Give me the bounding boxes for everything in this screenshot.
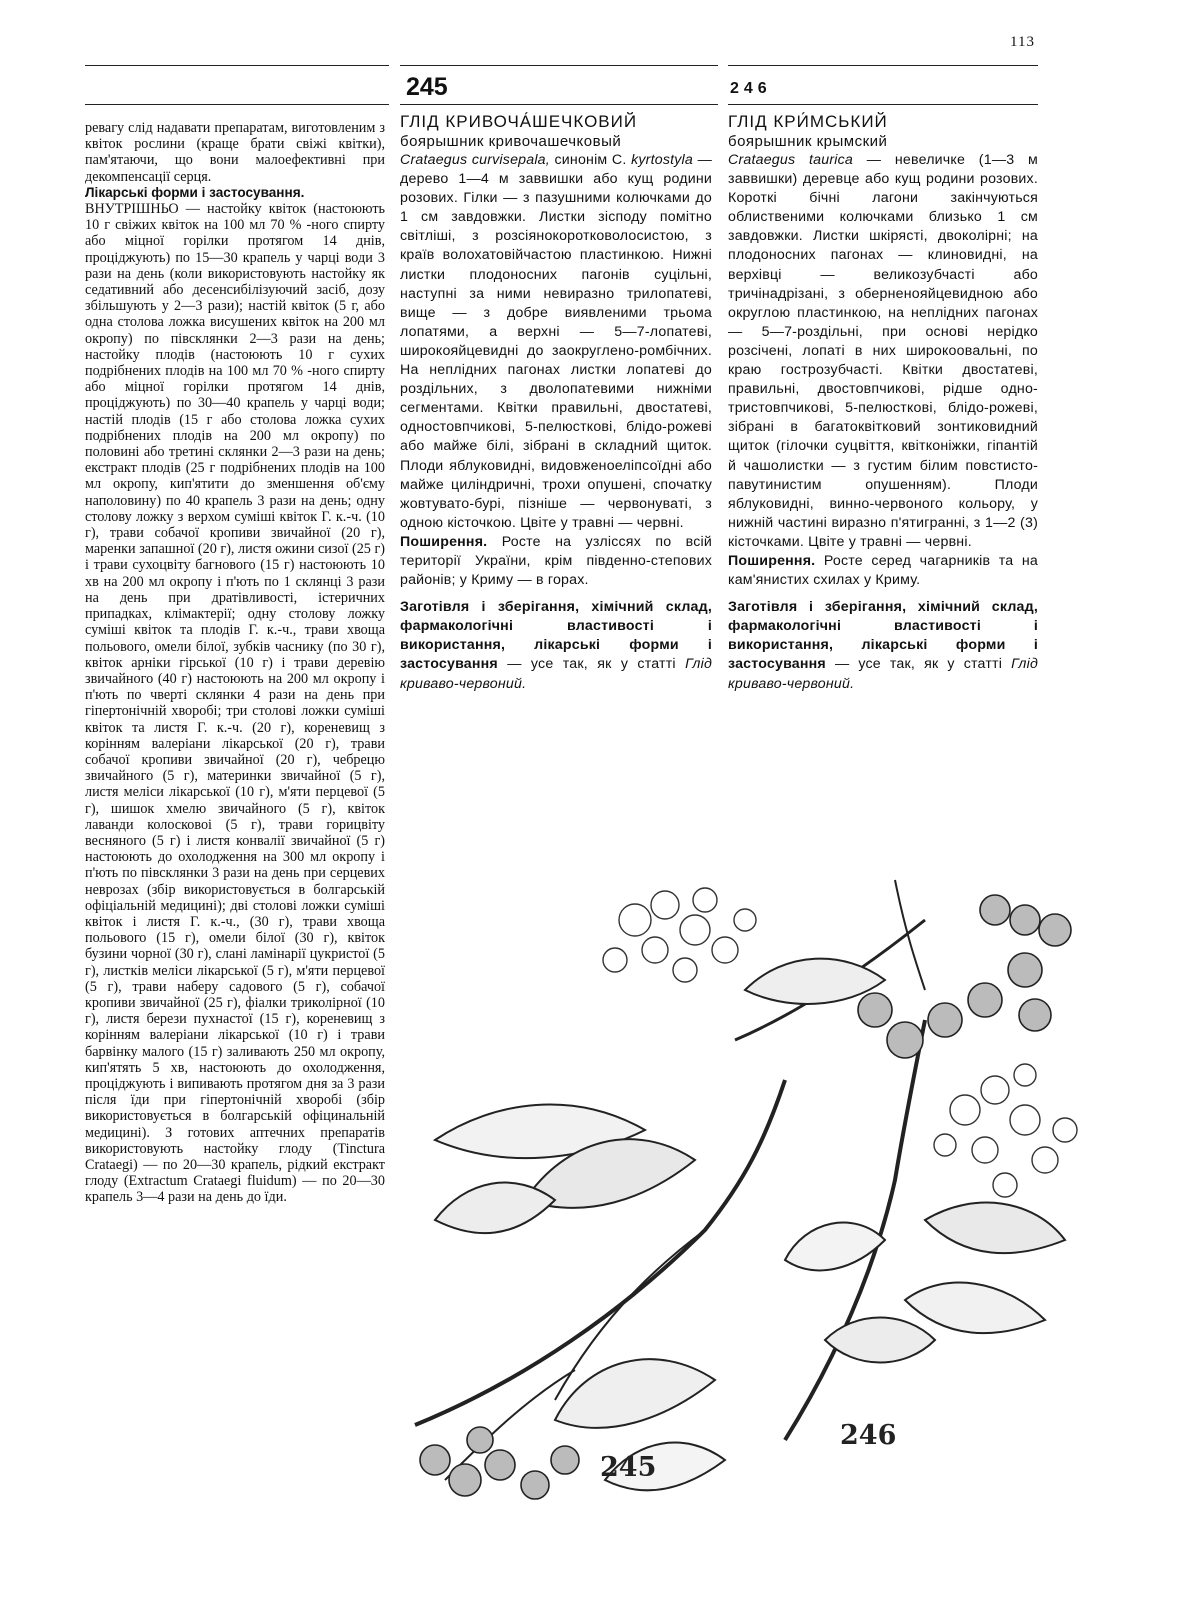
entry-245-synonym-prefix: синонім С. [554, 152, 627, 168]
leaf-246-b [925, 1203, 1065, 1254]
entry-246-harvest-label: Заготівля і зберігання, хімічний склад, фармакологічні властивості і використання, лікарські форми і застосування [728, 599, 1038, 673]
illustration-label-246: 246 [840, 1420, 897, 1451]
header-rule-left [85, 65, 389, 66]
header-rule-right [728, 65, 1038, 66]
illustration-label-245: 245 [600, 1452, 657, 1483]
leaf-246-d [825, 1318, 935, 1363]
flower-cluster-245 [603, 888, 756, 982]
entry-246-distribution: Росте серед чагарників та на кам'янистих схилах у Криму. [728, 552, 1038, 589]
berries-246 [858, 895, 1071, 1058]
entry-245-description: — дерево 1—4 м заввишки або кущ родини розових. Гілки — з пазушними колючками до 1 см завдовжки. Листки зісподу помітно світліші, з розсіянокоротковолосистою, з країв волохатовійчастою пластинкою. Нижні листки плодоносних пагонів суцільні, наступні за ними невиразно трилопатеві, вище — з добре виявленими трьома лопатями, а верхні — 5—7-лопатеві, широкояйцевидні до заокруглено-ромбічних. На неплідних пагонах листки лопатеві до роздільних, з дволопатевими нижніми сегментами. Квітки правильні, двостатеві, одностовпчикові, 5-пелюсткові, блідо-рожеві або майже білі, зібрані в складний щиток. Плоди яблуковидні, видовженоеліпсоїдні або майже циліндричні, трохи опушені, спочатку жовтувато-бурі, пізніше — червонуваті, з одною кісточкою. Цвіте у травні — червні. [400, 152, 712, 531]
entry-246-title: ГЛІД КРИ́МСЬКИЙ [728, 112, 888, 131]
entry-246-harvest-ref: Глід криваво-червоний. [728, 656, 1038, 692]
entry-245-synonym-latin: kyrtostyla [631, 152, 693, 168]
entry-245-title: ГЛІД КРИВОЧА́ШЕЧКОВИЙ [400, 112, 638, 131]
leaf-245-e [435, 1183, 555, 1234]
entry-245-harvest-label: Заготівля і зберігання, хімічний склад, фармакологічні властивості і використання, лікарські форми і застосування [400, 599, 712, 673]
entry-245 [400, 112, 712, 694]
entry-number-245: 245 [406, 73, 448, 101]
entry-245-harvest-ref: Глід криваво-червоний. [400, 656, 712, 692]
left-intro: ревагу слід надавати препаратам, виготовленим з квіток рослини (краще брати свіжі квітки), пам'ятаючи, що вони малоефективні при декомпенсації серця. [85, 120, 385, 185]
entry-246-russian-name: боярышник крымский [728, 133, 888, 150]
twig-246-berries [895, 880, 925, 990]
entry-246-description: — невеличке (1—3 м заввишки) деревце або кущ родини розових. Короткі бічні лагони закінчуються облиственими колючками близько 1 см завдовжки. Листки шкірясті, двоколірні; на плодоносних пагонах — клиновидні, на верхівці — великозубчасті або тричінадрізані, з оберненояйцевидною або округлою пластинкою, на неплідних пагонах — 5—7-роздільні, при основі нерідко розсічені, лопаті в них широкоовальні, по краю гострозубчасті. Квітки двостатеві, правильні, двостовпчикові, рідше одно-тристовпчикові, 5-пелюсткові, блідо-рожеві, зібрані в багатоквітковий зонтиковидний щиток (гілочки суцвіття, квітконіжки, гіпантій й чашолистки — з густим білим повстисто-павутинистим опушенням). Плоди яблуковидні, винно-червоного кольору, у нижній частині виразно п'ятигранні, з 1—2 (3) кісточками. Цвіте у травні — червні. [728, 152, 1038, 550]
forms-heading: Лікарські форми і застосування. [85, 184, 305, 200]
entry-245-russian-name: боярышник кривочашечковый [400, 133, 622, 150]
entry-246-latin: Crataegus taurica [728, 152, 853, 168]
entry-number-246: 246 [730, 80, 772, 97]
entry-246 [728, 112, 1038, 694]
entry-245-distribution: Росте на узліссях по всій території України, крім південно-степових районів; у Криму — в горах. [400, 533, 712, 589]
entry-245-distribution-label: Поширення. [400, 533, 488, 550]
entry-245-latin: Crataegus curvisepala, [400, 152, 550, 168]
entry-245-harvest-text: — усе так, як у статті [507, 656, 676, 673]
left-column [85, 120, 385, 1206]
flower-cluster-246 [934, 1064, 1077, 1197]
page-number: 113 [1010, 34, 1035, 50]
entry-246-harvest-text: — усе так, як у статті [834, 656, 1003, 673]
hawthorn-illustration [405, 840, 1175, 1575]
internal-label: ВНУТРІШНЬО [85, 201, 179, 218]
header-rule-mid-lower [400, 104, 718, 105]
entry-246-distribution-label: Поширення. [728, 552, 816, 569]
berries-245 [420, 1427, 579, 1499]
leaf-246-c [905, 1283, 1045, 1334]
header-rule-right-lower [728, 104, 1038, 105]
header-rule-mid [400, 65, 718, 66]
left-body: — настойку квіток (настоюють 10 г свіжих квіток на 100 мл 70 % -ного спирту або міцної горілки протягом 14 днів, проціджують) по 15—30 крапель у чарці води 3 рази на день (коли використовують настойку як седативний або десенсибілізуючий засіб, дозу збільшують у 2—3 рази); настій квіток (5 г, або одна столова ложка висушених квіток на 200 мл окропу) по півсклянки 2—3 рази на день; настойку плодів (настоюють 10 г сухих подрібнених плодів на 100 мл 70 % -ного спирту або міцної горілки протягом 14 днів, проціджують) по 30—40 крапель у чарці води; настій плодів (15 г або столова ложка сухих подрібнених плодів на 200 мл окропу) по половині або третині склянки 2—3 рази на день; екстракт плодів (25 г подрібнених плодів на 100 мл окропу, кип'ятити до зменшення об'єму наполовину) по 40 крапель 3 рази на день; одну столову ложку з верхом суміші квіток Г. к.-ч. (10 г), трави собачої кропиви звичайної (20 г), маренки запашної (20 г), листя ожини сизої (25 г) і трави сухоцвіту багнового (15 г) настоюють 10 хв на 200 мл окропу і п'ють по 1 склянці 3 рази на день при дратівливості, істеричних припадках, клімактерії; одну столову ложку суміші квіток та плодів Г. к.-ч., трави хвоща польового, омели білої, зубків часнику (по 30 г), квіток арніки гірської (10 г) і трави деревію звичайного (40 г) настоюють на 200 мл окропу і п'ють по чверті склянки 4 рази на день при гіпертонічній хворобі; три столові ложки суміші квіток та листя Г. к.-ч. (20 г), кореневищ з корінням валеріани лікарської (20 г), трави собачої кропиви звичайної (20 г), чебрецю звичайного (5 г), материнки звичайної (5 г), листя меліси лікарської (10 г), м'яти перцевої (5 г), шишок хмелю звичайного (5 г), квіток лаванди колосковоі (5 г), трави горицвіту весняного (5 г) і листя конвалії звичайної (5 г) настоюють до охолодження на 300 мл окропу і п'ють по півсклянки 3 рази на день при серцевих неврозах (збір використовується в болгарській офіціальній медицині); дві столові ложки суміші квіток і листя Г. к.-ч., (30 г), трави хвоща польового (15 г), омели білої (30 г), квіток бузини чорної (30 г), слані ламінарії цукристої (5 г), листків меліси лікарської (5 г), м'яти перцевої (5 г), трави наберу садового (5 г), собачої кропиви звичайної (25 г), фіалки триколірної (10 г), листя берези пухнастої (15 г), кореневищ з корінням валеріани лікарської (10 г) і трави барвінку малого (15 г) заливають 250 мл окропу, кип'ятять 5 хв, настоюють до охолодження, проціджують і випивають протягом дня за 3 рази після їди при гіпертонічній хворобі (збір використовується в болгарській офіцинальній медицині). З готових аптечних препаратів використовують настойку глоду (Tinctura Crataegi) — по 20—30 крапель, рідкий екстракт глоду (Extractum Crataegi fluidum) — по 20—30 крапель 3—4 рази на день до їди. [85, 201, 386, 1206]
header-rule-left-lower [85, 104, 389, 105]
leaf-245-c [555, 1359, 715, 1428]
